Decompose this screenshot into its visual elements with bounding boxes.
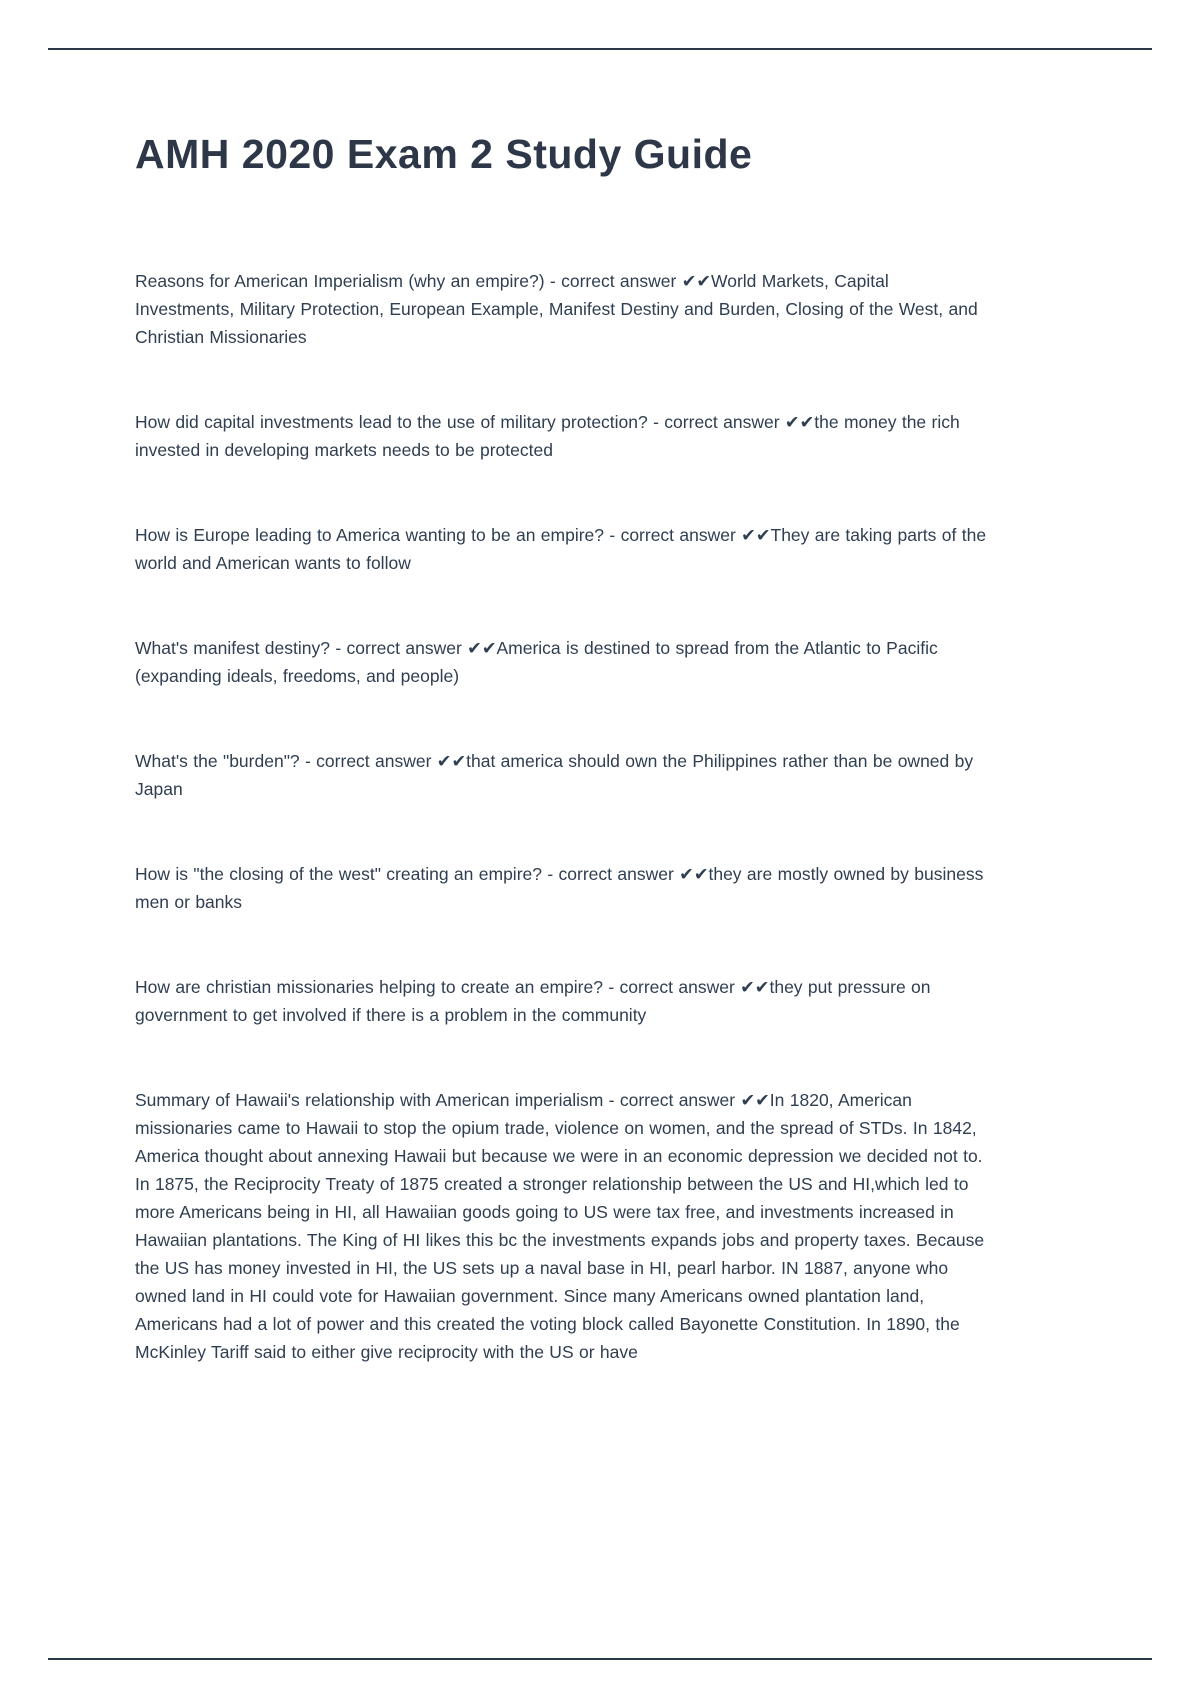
- qa-paragraph: Summary of Hawaii's relationship with American imperialism - correct answer ✔✔In 1820, American missionaries came to Hawaii to stop the opium trade, violence on women, and the spread of STDs. In 1842, America thought about annexing Hawaii but because we were in an economic depression we decided not to. In 1875, the Reciprocity Treaty of 1875 created a stronger relationship between the US and HI,which led to more Americans being in HI, all Hawaiian goods going to US were tax free, and investments increased in Hawaiian plantations. The King of HI likes this bc the investments expands jobs and property taxes. Because the US has money invested in HI, the US sets up a naval base in HI, pearl harbor. IN 1887, anyone who owned land in HI could vote for Hawaiian government. Since many Americans owned plantation land, Americans had a lot of power and this created the voting block called Bayonette Constitution. In 1890, the McKinley Tariff said to either give reciprocity with the US or have: [135, 1090, 985, 1363]
- bottom-rule: [48, 1658, 1152, 1660]
- qa-paragraph: Reasons for American Imperialism (why an empire?) - correct answer ✔✔World Markets, Capital Investments, Military Protection, European Example, Manifest Destiny and Burden, Closing of the West, and Christian Missionaries: [135, 271, 978, 348]
- top-rule: [48, 48, 1152, 50]
- page-title: AMH 2020 Exam 2 Study Guide: [135, 131, 753, 177]
- qa-paragraph: How is Europe leading to America wanting to be an empire? - correct answer ✔✔They are taking parts of the world and American wants to follow: [135, 525, 987, 574]
- qa-paragraph: How did capital investments lead to the use of military protection? - correct answer ✔✔the money the rich invested in developing markets needs to be protected: [135, 412, 960, 461]
- qa-paragraph: What's manifest destiny? - correct answer ✔✔America is destined to spread from the Atlantic to Pacific (expanding ideals, freedoms, and people): [135, 638, 938, 687]
- document-content: [135, 130, 993, 1423]
- qa-paragraph: How are christian missionaries helping to create an empire? - correct answer ✔✔they put pressure on government to get involved if there is a problem in the community: [135, 977, 931, 1026]
- qa-paragraph: What's the "burden"? - correct answer ✔✔that america should own the Philippines rather than be owned by Japan: [135, 751, 974, 800]
- qa-paragraph: How is "the closing of the west" creating an empire? - correct answer ✔✔they are mostly owned by business men or banks: [135, 864, 984, 913]
